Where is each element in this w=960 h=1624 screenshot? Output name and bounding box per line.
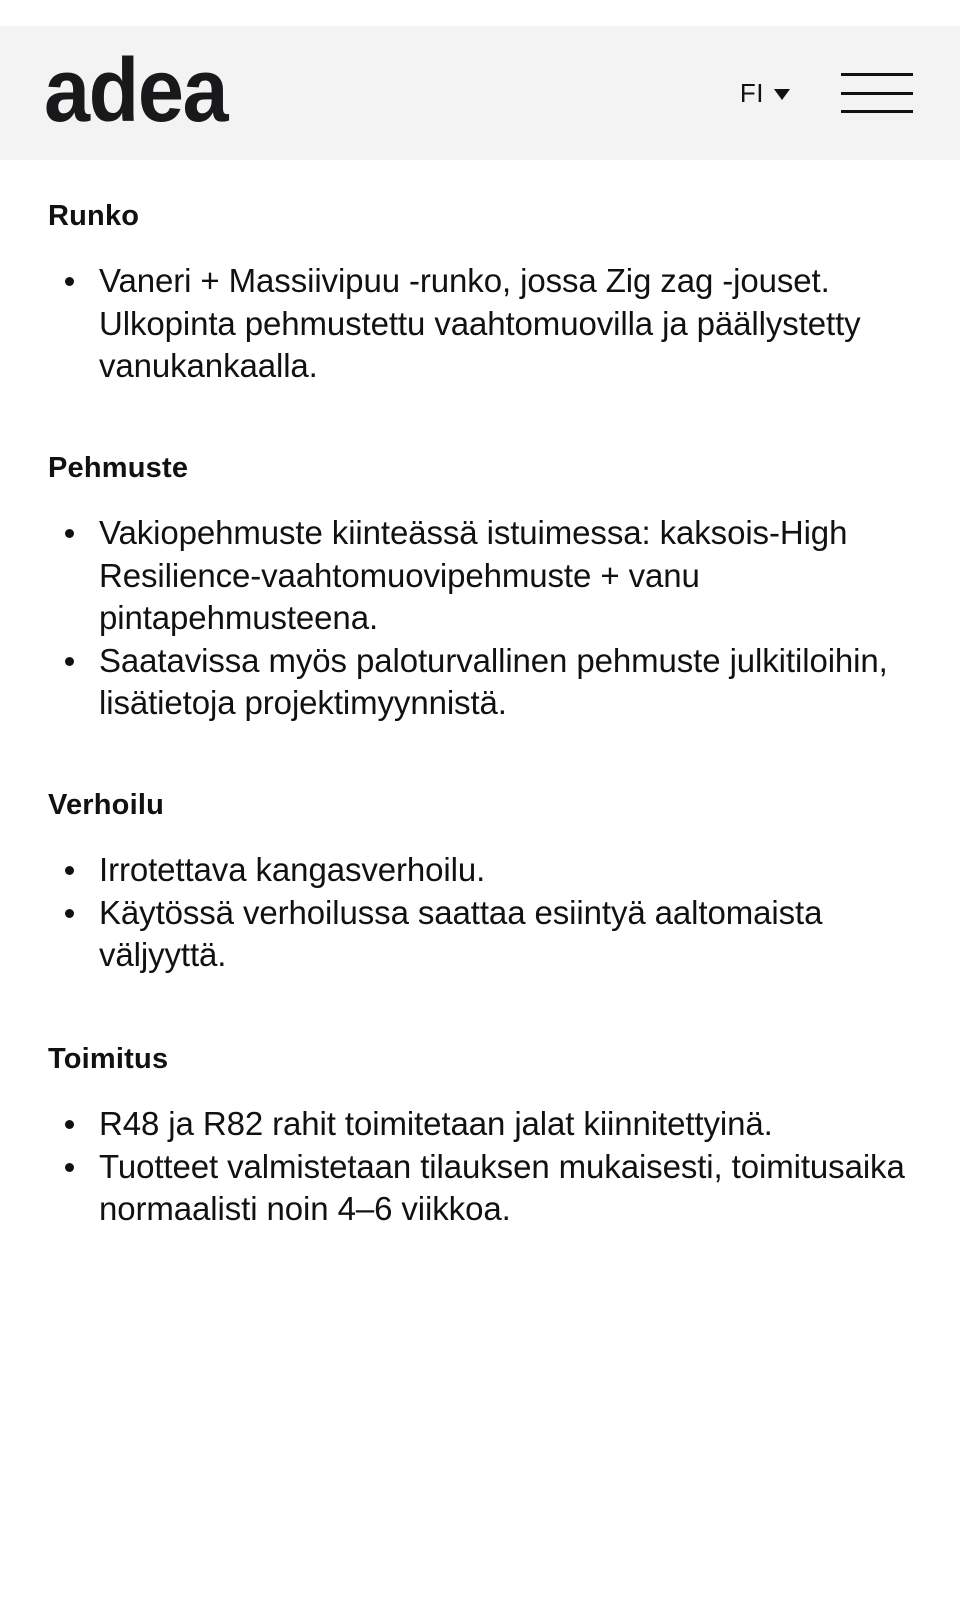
section-verhoilu [0, 725, 960, 977]
list-item: Irrotettava kangasverhoilu. [48, 849, 920, 892]
site-logo-text: adea [44, 40, 228, 141]
section-toimitus [0, 977, 960, 1231]
language-selector-label: FI [739, 78, 764, 108]
section-pehmuste [0, 388, 960, 725]
section-heading-pehmuste: Pehmuste [48, 451, 189, 484]
chevron-down-icon [774, 89, 790, 100]
site-header [0, 26, 960, 160]
section-heading-runko: Runko [48, 200, 140, 232]
language-selector[interactable] [740, 80, 790, 106]
section-heading-verhoilu: Verhoilu [48, 789, 165, 821]
site-logo[interactable] [44, 40, 243, 141]
hamburger-menu-icon[interactable] [841, 73, 913, 113]
hamburger-line-middle [841, 92, 913, 95]
list-item: Saatavissa myös paloturvallinen pehmuste julkitiloihin, lisätietoja projektimyynnistä. [48, 640, 920, 725]
list-item: R48 ja R82 rahit toimitetaan jalat kiinnitettyinä. [48, 1103, 920, 1146]
bullet-list-toimitus [48, 1103, 920, 1231]
bullet-list-verhoilu [48, 849, 920, 977]
list-item: Käytössä verhoilussa saattaa esiintyä aaltomaista väljyyttä. [48, 892, 920, 977]
list-item: Vakiopehmuste kiinteässä istuimessa: kaksois-High Resilience-vaahtomuovipehmuste + vanu pintapehmusteena. [48, 512, 920, 640]
bullet-list-pehmuste [48, 512, 920, 725]
hamburger-line-top [841, 73, 913, 76]
product-details-content [0, 160, 960, 1231]
list-item: Vaneri + Massiivipuu -runko, jossa Zig zag -jouset. Ulkopinta pehmustettu vaahtomuovilla ja päällystetty vanukankaalla. [48, 260, 920, 388]
hamburger-line-bottom [841, 110, 913, 113]
bullet-list-runko [48, 260, 920, 388]
section-runko [0, 160, 960, 388]
section-heading-toimitus: Toimitus [48, 1042, 169, 1075]
list-item: Tuotteet valmistetaan tilauksen mukaisesti, toimitusaika normaalisti noin 4–6 viikkoa. [48, 1146, 920, 1231]
